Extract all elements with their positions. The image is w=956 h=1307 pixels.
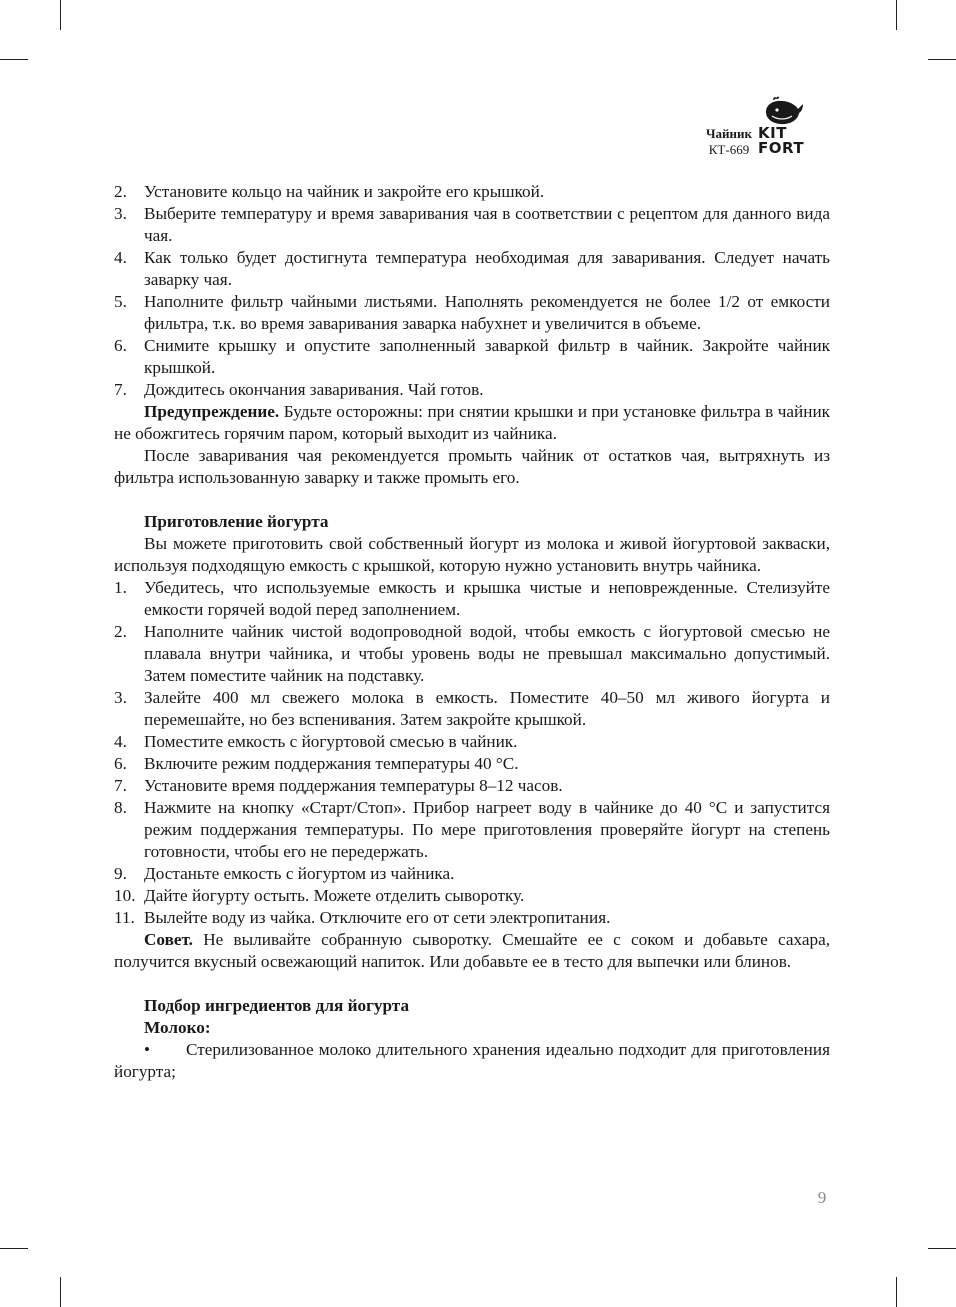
item-number: 2. bbox=[114, 622, 127, 641]
item-text: Включите режим поддержания температуры 40 °С. bbox=[144, 754, 519, 773]
item-number: 5. bbox=[114, 292, 127, 311]
bullet-text: Стерилизованное молоко длительного хранения идеально подходит для приготовления йогурта; bbox=[114, 1040, 830, 1081]
warning-paragraph bbox=[114, 401, 830, 445]
warning-label: Предупреждение. bbox=[144, 402, 280, 421]
list-item bbox=[114, 335, 830, 379]
item-number: 3. bbox=[114, 204, 127, 223]
crop-mark bbox=[60, 0, 61, 30]
whale-icon bbox=[764, 96, 804, 126]
tip-paragraph bbox=[114, 929, 830, 973]
item-number: 7. bbox=[114, 380, 127, 399]
kitfort-logo bbox=[756, 96, 832, 158]
logo-text-kit: KIT bbox=[758, 124, 787, 142]
logo-text-fort: FORT bbox=[758, 139, 805, 157]
list-item bbox=[114, 907, 830, 929]
item-number: 1. bbox=[114, 578, 127, 597]
list-item bbox=[114, 753, 830, 775]
item-text: Убедитесь, что используемые емкость и крышка чистые и неповрежденные. Стелизуйте емкости горячей водой перед заполнением. bbox=[144, 578, 830, 619]
item-number: 10. bbox=[114, 886, 136, 905]
item-text: Выберите температуру и время заваривания чая в соответствии с рецептом для данного вида чая. bbox=[144, 204, 830, 245]
yogurt-section-title: Приготовление йогурта bbox=[144, 512, 329, 531]
item-text: Дождитесь окончания заваривания. Чай готов. bbox=[144, 380, 484, 399]
list-item bbox=[114, 731, 830, 753]
item-text: Дайте йогурту остыть. Можете отделить сыворотку. bbox=[144, 886, 525, 905]
item-text: Вылейте воду из чайка. Отключите его от сети электропитания. bbox=[144, 908, 611, 927]
crop-mark bbox=[896, 1277, 897, 1307]
crop-mark bbox=[928, 59, 956, 60]
warning-text: Будьте осторожны: при снятии крышки и при установке фильтра в чайник не обожгитесь горячим паром, который выходит из чайника. bbox=[114, 402, 830, 443]
list-item bbox=[114, 863, 830, 885]
bullet-item bbox=[114, 1039, 830, 1083]
item-number: 2. bbox=[114, 182, 127, 201]
crop-mark bbox=[0, 59, 28, 60]
item-text: Как только будет достигнута температура необходимая для заваривания. Следует начать заварку чая. bbox=[144, 248, 830, 289]
item-number: 6. bbox=[114, 336, 127, 355]
item-number: 8. bbox=[114, 798, 127, 817]
product-model: КТ-669 bbox=[708, 142, 750, 157]
yogurt-steps-list bbox=[114, 577, 830, 929]
item-text: Установите время поддержания температуры 8–12 часов. bbox=[144, 776, 563, 795]
list-item bbox=[114, 247, 830, 291]
crop-mark bbox=[60, 1277, 61, 1307]
list-item bbox=[114, 181, 830, 203]
product-label bbox=[706, 126, 752, 158]
list-item bbox=[114, 687, 830, 731]
item-number: 11. bbox=[114, 908, 135, 927]
crop-mark bbox=[0, 1248, 28, 1249]
page-content bbox=[114, 181, 830, 1083]
list-item bbox=[114, 203, 830, 247]
item-text: Наполните фильтр чайными листьями. Наполнять рекомендуется не более 1/2 от емкости фильтра, т.к. во время заваривания заварка набухнет и увеличится в объеме. bbox=[144, 292, 830, 333]
item-text: Снимите крышку и опустите заполненный заваркой фильтр в чайник. Закройте чайник крышкой. bbox=[144, 336, 830, 377]
item-number: 4. bbox=[114, 732, 127, 751]
item-number: 4. bbox=[114, 248, 127, 267]
crop-mark bbox=[928, 1248, 956, 1249]
list-item bbox=[114, 621, 830, 687]
brewing-steps-list bbox=[114, 181, 830, 401]
after-brewing-paragraph: После заваривания чая рекомендуется промыть чайник от остатков чая, вытряхнуть из фильтра использованную заварку и также промыть его. bbox=[114, 446, 830, 487]
list-item bbox=[114, 577, 830, 621]
item-number: 6. bbox=[114, 754, 127, 773]
list-item bbox=[114, 797, 830, 863]
item-text: Установите кольцо на чайник и закройте его крышкой. bbox=[144, 182, 545, 201]
page-header bbox=[690, 96, 840, 160]
item-text: Нажмите на кнопку «Старт/Стоп». Прибор нагреет воду в чайнике до 40 °С и запустится режим поддержания температуры. По мере приготовления проверяйте йогурт на степень готовности, чтобы его не передержать. bbox=[144, 798, 830, 861]
tip-label: Совет. bbox=[144, 930, 193, 949]
list-item bbox=[114, 885, 830, 907]
item-number: 3. bbox=[114, 688, 127, 707]
item-text: Наполните чайник чистой водопроводной водой, чтобы емкость с йогуртовой смесью не плавала внутри чайника, и чтобы уровень воды не превышал максимально допустимый. Затем поместите чайник на подставку. bbox=[144, 622, 830, 685]
item-number: 9. bbox=[114, 864, 127, 883]
item-text: Поместите емкость с йогуртовой смесью в чайник. bbox=[144, 732, 518, 751]
list-item bbox=[114, 291, 830, 335]
tip-text: Не выливайте собранную сыворотку. Смешайте ее с соком и добавьте сахара, получится вкусный освежающий напиток. Или добавьте ее в тесто для выпечки или блинов. bbox=[114, 930, 830, 971]
bullet-icon: • bbox=[144, 1040, 151, 1059]
item-number: 7. bbox=[114, 776, 127, 795]
product-name: Чайник bbox=[705, 126, 752, 141]
yogurt-intro: Вы можете приготовить свой собственный йогурт из молока и живой йогуртовой закваски, используя подходящую емкость с крышкой, которую нужно установить внутрь чайника. bbox=[114, 534, 830, 575]
list-item bbox=[114, 379, 830, 401]
list-item bbox=[114, 775, 830, 797]
ingredients-section-title: Подбор ингредиентов для йогурта bbox=[144, 996, 410, 1015]
item-text: Залейте 400 мл свежего молока в емкость. Поместите 40–50 мл живого йогурта и перемешайте, но без вспенивания. Затем закройте крышкой. bbox=[144, 688, 830, 729]
milk-subtitle: Молоко: bbox=[144, 1018, 211, 1037]
crop-mark bbox=[896, 0, 897, 30]
item-text: Достаньте емкость с йогуртом из чайника. bbox=[144, 864, 455, 883]
page-number: 9 bbox=[817, 1188, 827, 1207]
